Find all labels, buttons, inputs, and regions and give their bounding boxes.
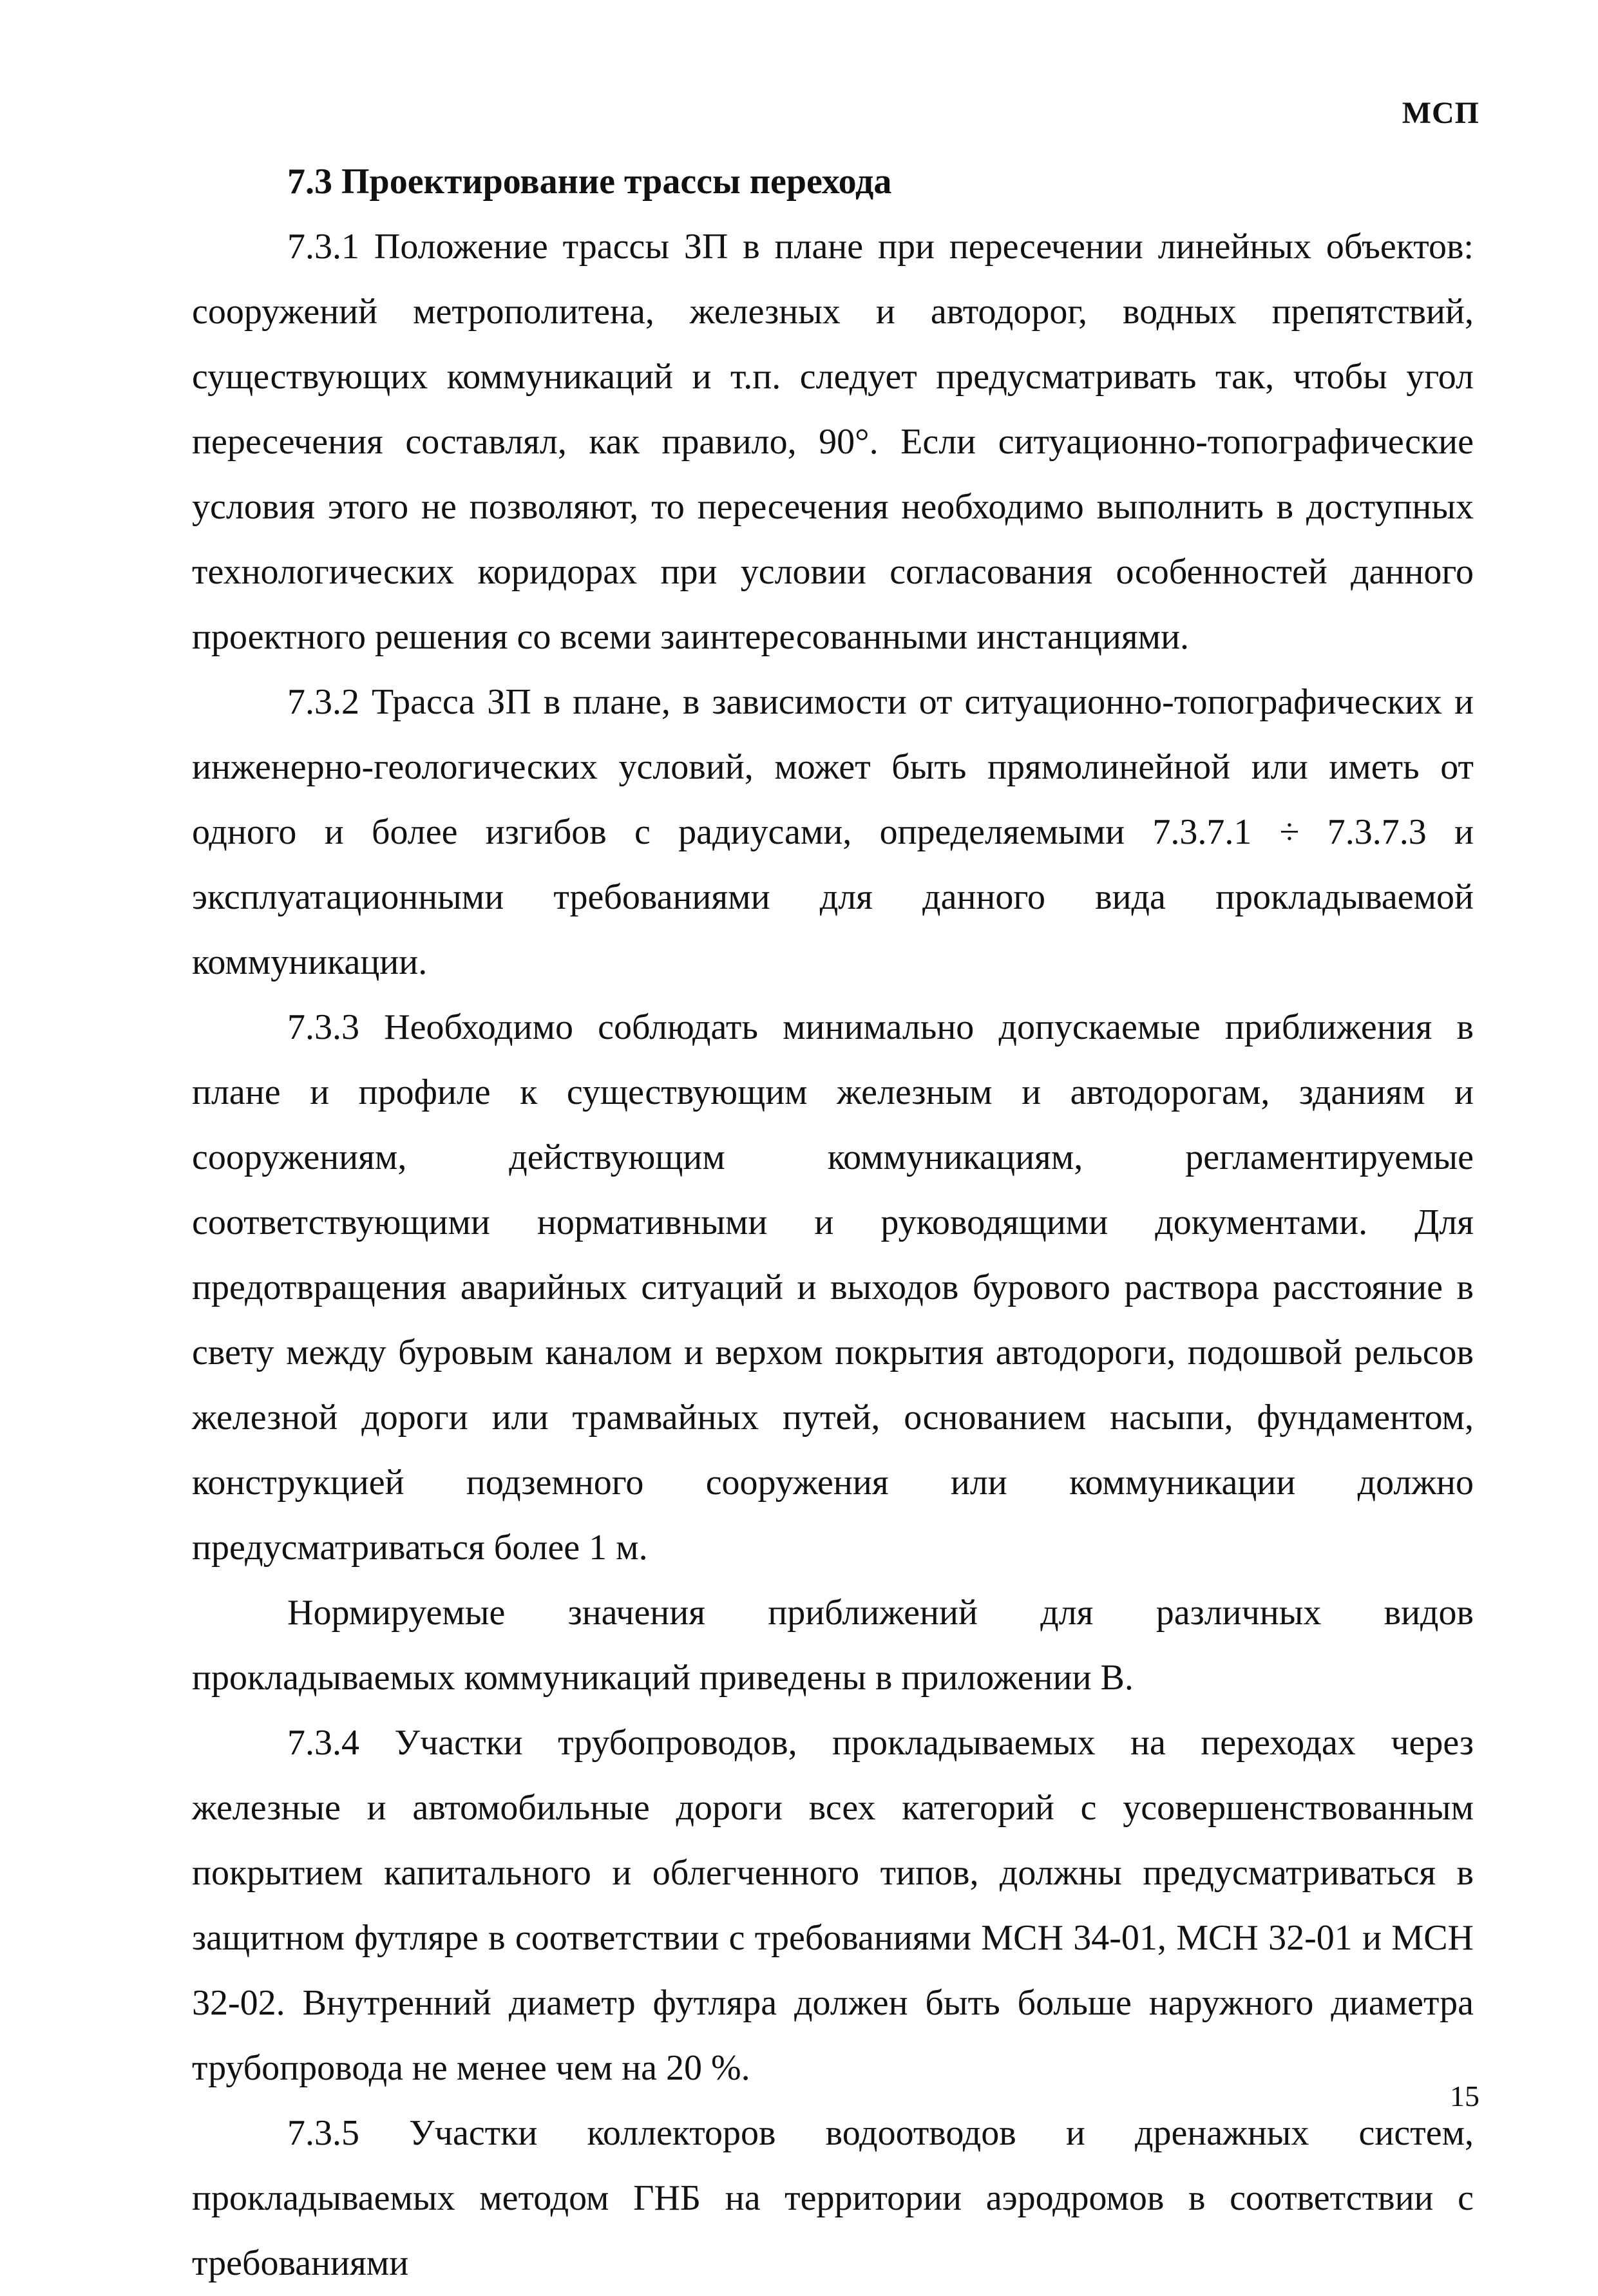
- paragraph-7-3-3: 7.3.3 Необходимо соблюдать минимально допускаемые приближения в плане и профиле к существующим железным и автодорогам, зданиям и сооружениям, действующим коммуникациям, регламентируемые соответствующими нормативными и руководящими документами. Для предотвращения аварийных ситуаций и выходов бурового раствора расстояние в свету между буровым каналом и верхом покрытия автодороги, подошвой рельсов железной дороги или трамвайных путей, основанием насыпи, фундаментом, конструкцией подземного сооружения или коммуникации должно предусматриваться более 1 м.: [192, 1007, 1474, 1568]
- paragraph-7-3-2: 7.3.2 Трасса ЗП в плане, в зависимости от ситуационно-топографических и инженерно-геологических условий, может быть прямолинейной или иметь от одного и более изгибов с радиусами, определяемыми 7.3.7.1 ÷ 7.3.7.3 и эксплуатационными требованиями для данного вида прокладываемой коммуникации.: [192, 682, 1474, 982]
- paragraph-7-3-4: 7.3.4 Участки трубопроводов, прокладываемых на переходах через железные и автомобильные дороги всех категорий с усовершенствованным покрытием капитального и облегченного типов, должны предусматриваться в защитном футляре в соответствии с требованиями МСН 34-01, МСН 32-01 и МСН 32-02. Внутренний диаметр футляра должен быть больше наружного диаметра трубопровода не менее чем на 20 %.: [192, 1723, 1474, 2088]
- page-body: [192, 149, 1474, 2296]
- paragraph-normative-values: Нормируемые значения приближений для различных видов прокладываемых коммуникаций приведены в приложении В.: [192, 1593, 1474, 1698]
- paragraph-7-3-1: 7.3.1 Положение трассы ЗП в плане при пересечении линейных объектов: сооружений метрополитена, железных и автодорог, водных препятствий, существующих коммуникаций и т.п. следует предусматривать так, чтобы угол пересечения составлял, как правило, 90°. Если ситуационно-топографические условия этого не позволяют, то пересечения необходимо выполнить в доступных технологических коридорах при условии согласования особенностей данного проектного решения со всеми заинтересованными инстанциями.: [192, 227, 1474, 657]
- document-code: МСП: [1402, 96, 1479, 130]
- paragraph-7-3-5: 7.3.5 Участки коллекторов водоотводов и дренажных систем, прокладываемых методом ГНБ на территории аэродромов в соответствии с требованиями: [192, 2113, 1474, 2283]
- section-title: 7.3 Проектирование трассы перехода: [287, 162, 892, 202]
- page-number: 15: [1450, 2080, 1479, 2112]
